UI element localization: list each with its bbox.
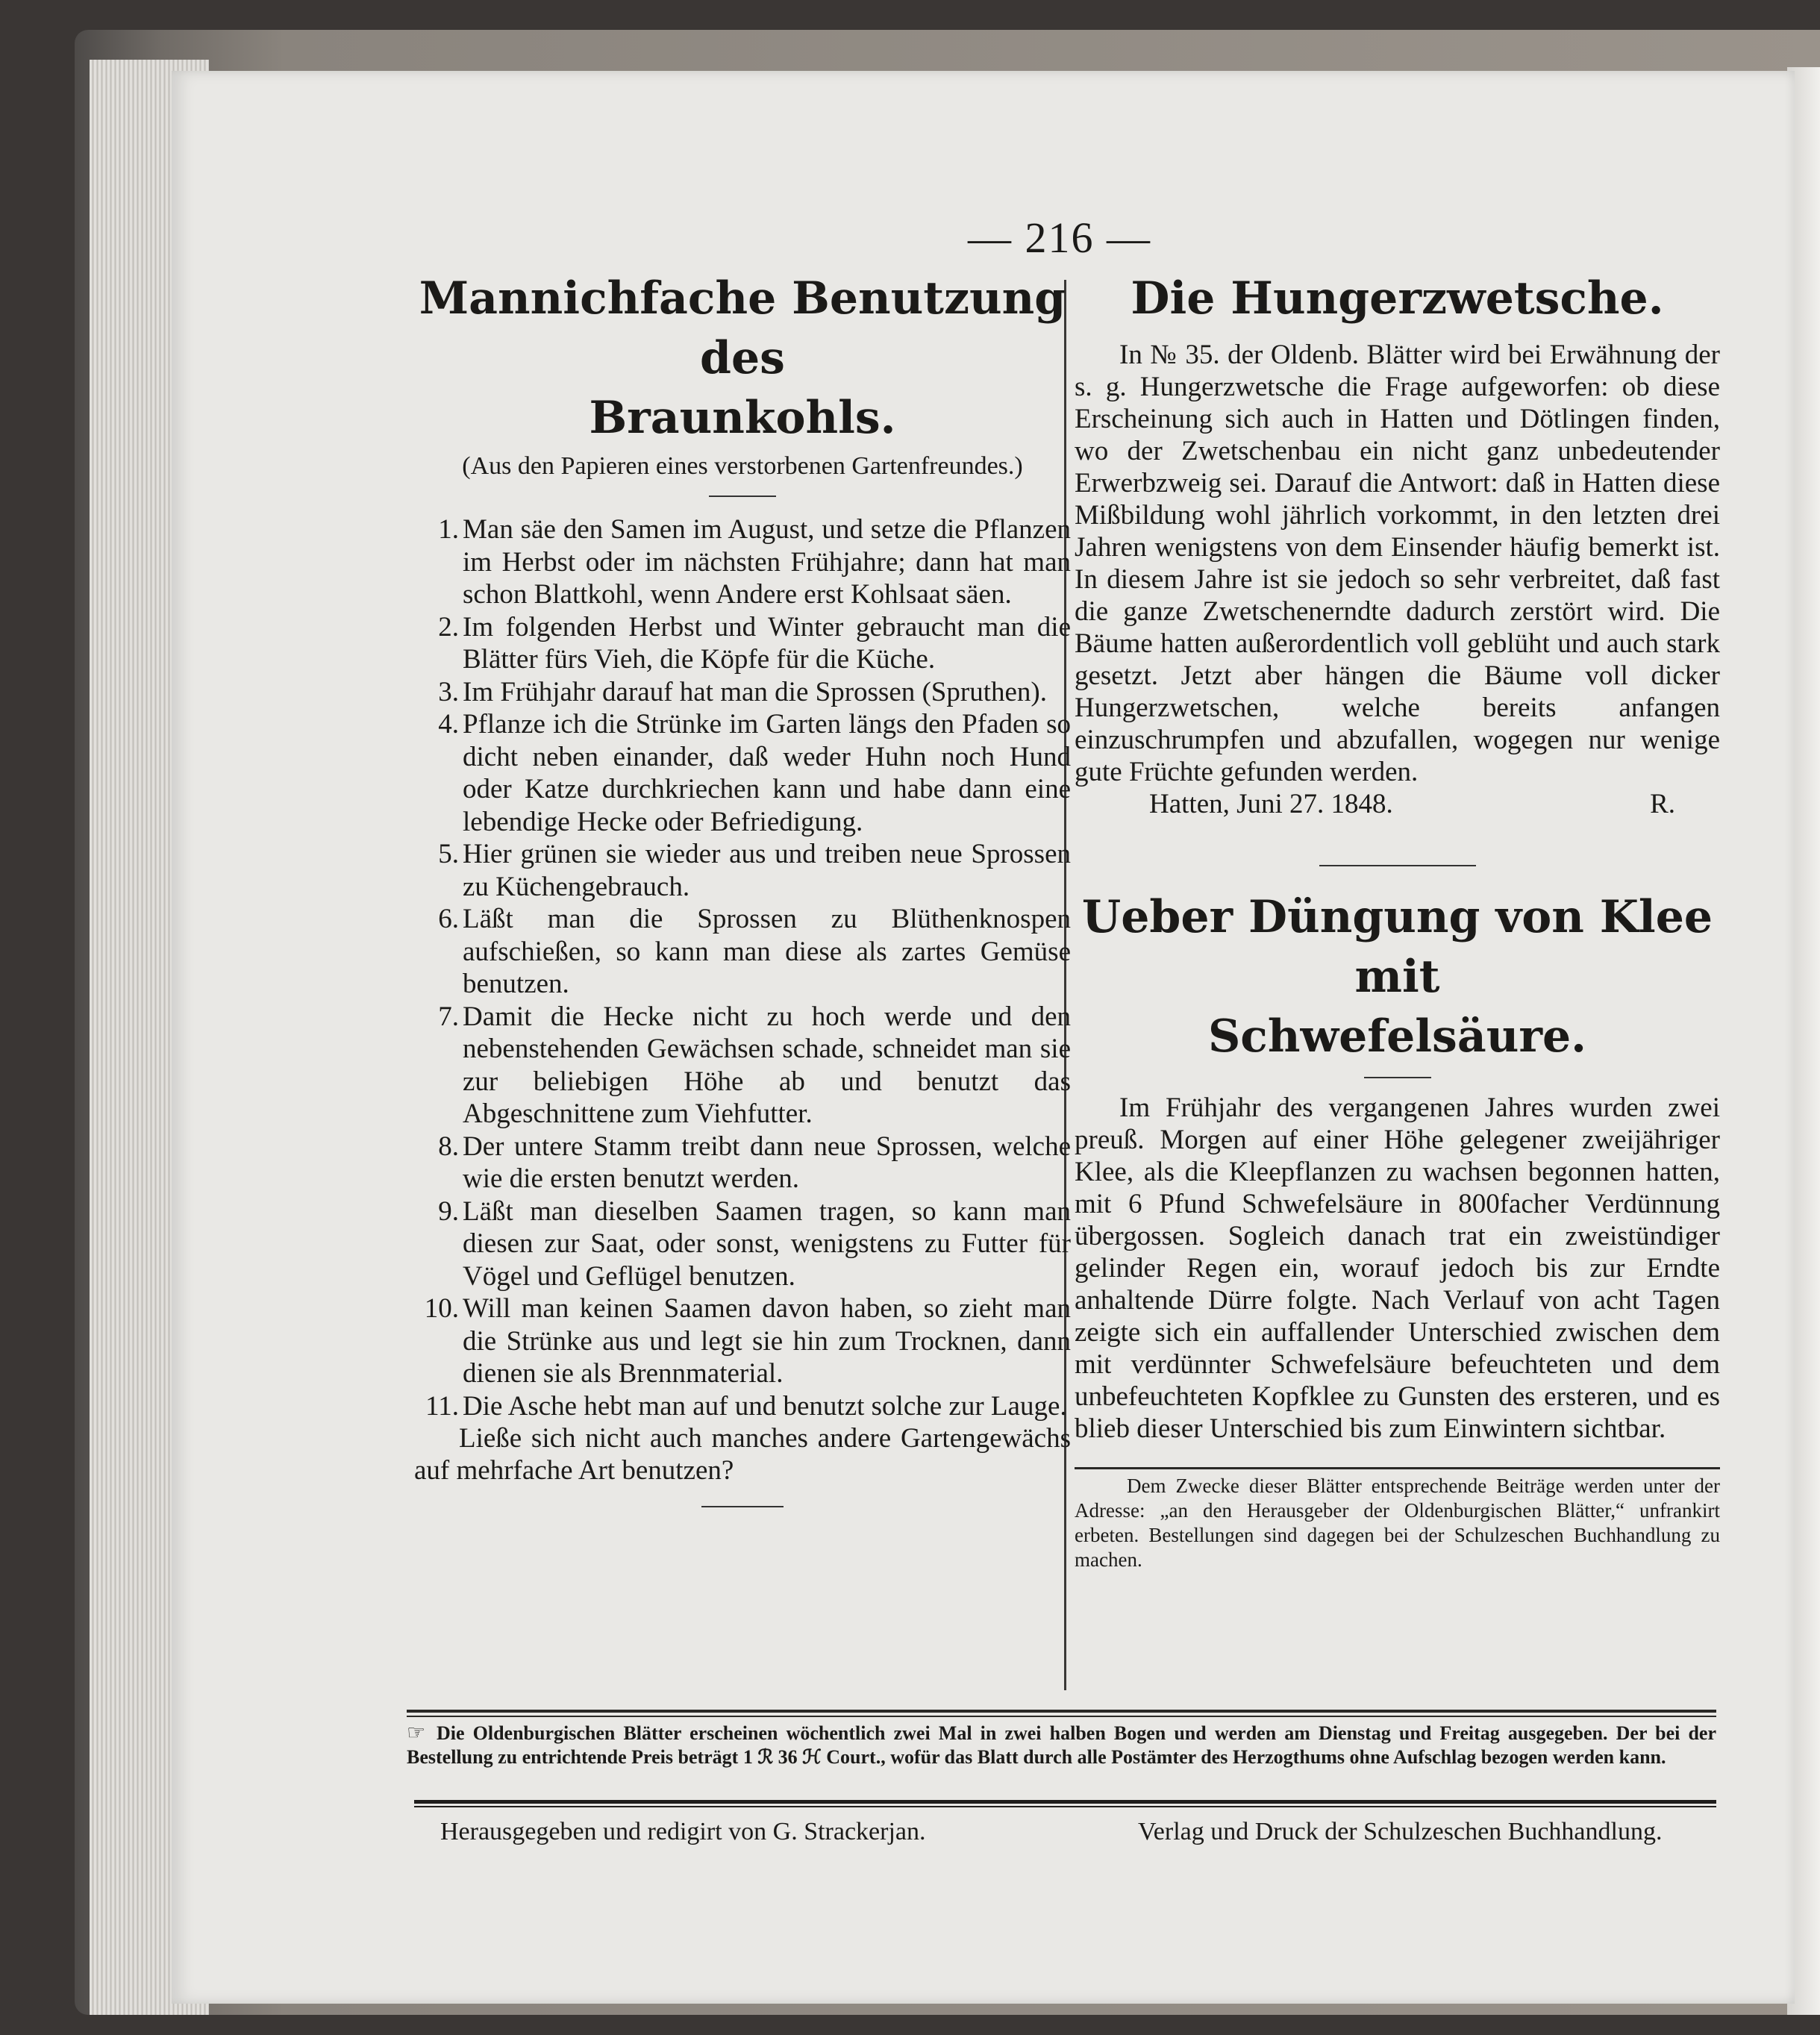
list-item-number: 8. [438, 1131, 459, 1162]
editorial-notice [1075, 1467, 1720, 1572]
imprint-rule-thick [414, 1800, 1716, 1804]
list-item-number: 5. [438, 839, 459, 869]
subscription-notice [407, 1722, 1716, 1769]
list-item-text: Im Frühjahr darauf hat man die Sprossen (Spruthen). [463, 676, 1047, 707]
article-title: Die Hungerzwetsche. [1131, 272, 1664, 325]
footer-rule-thin [407, 1716, 1716, 1717]
article-separator [1319, 865, 1476, 866]
list-item [414, 1195, 1071, 1293]
list-item-text: Will man keinen Saamen davon haben, so zieht man die Strünke aus und legt sie hin zum Trocknen, dann dienen sie als Brennmaterial. [463, 1293, 1071, 1389]
footer-rule-thick [407, 1710, 1716, 1713]
list-item-number: 2. [438, 611, 459, 643]
imprint-rule-thin [414, 1806, 1716, 1807]
list-item [414, 708, 1071, 838]
publisher-imprint: Verlag und Druck der Schulzeschen Buchhandlung. [1138, 1818, 1663, 1845]
numbered-list [414, 513, 1071, 1422]
list-item [414, 1390, 1071, 1423]
list-item-text: Man säe den Samen im August, und setze die Pflanzen im Herbst oder im nächsten Frühjahre; dann hat man schon Blattkohl, wenn Andere erst Kohlsaat säen. [463, 514, 1071, 610]
list-item-text: Damit die Hecke nicht zu hoch werde und den nebenstehenden Gewächsen schade, schneidet man sie zur beliebigen Höhe ab und benutzt das Abgeschnittene zum Viehfutter. [463, 1001, 1071, 1129]
list-item-number: 9. [438, 1195, 459, 1227]
list-item-number: 1. [438, 514, 459, 545]
list-item-text: Läßt man dieselben Saamen tragen, so kann man diesen zur Saat, oder sonst, wenigstens zu Futter für Vögel und Geflügel benutzen. [463, 1195, 1071, 1292]
pointing-hand-icon: ☞ [407, 1722, 426, 1745]
list-item [414, 1292, 1071, 1390]
list-item [414, 513, 1071, 611]
place-date: Hatten, Juni 27. 1848. [1149, 789, 1393, 819]
list-item [414, 611, 1071, 676]
editor-imprint: Herausgegeben und redigirt von G. Strackerjan. [440, 1818, 926, 1845]
subscription-notice-text: Die Oldenburgischen Blätter erscheinen wöchentlich zwei Mal in zwei halben Bogen und werden am Dienstag und Freitag ausgegeben. Der bei der Bestellung zu entrichtende Preis beträgt 1 ℛ 36 ℋ Court., wofür das Blatt durch alle Postämter des Herzogthums ohne Aufschlag bezogen werden kann. [407, 1722, 1716, 1768]
list-item [414, 838, 1071, 903]
separator-rule [709, 496, 776, 497]
list-item-number: 10. [424, 1293, 459, 1324]
closing-paragraph: Ließe sich nicht auch manches andere Gartengewächs auf mehrfache Art benutzen? [414, 1423, 1071, 1486]
end-rule [701, 1506, 784, 1507]
list-item-number: 4. [438, 709, 459, 740]
list-item [414, 1131, 1071, 1195]
list-item [414, 676, 1071, 709]
list-item-number: 11. [425, 1390, 459, 1422]
list-item-number: 6. [438, 904, 459, 934]
dateline [1075, 788, 1720, 820]
author-initial: R. [1650, 789, 1675, 819]
right-column [1075, 269, 1720, 1572]
notice-text: Dem Zwecke dieser Blätter entsprechende Beiträge werden unter der Adresse: „an den Herausgeber der Oldenburgischen Blätter,“ unfrankirt erbeten. Bestellungen sind dagegen bei der Schulzeschen Buchhandlung zu machen. [1075, 1475, 1720, 1571]
list-item-text: Läßt man die Sprossen zu Blüthenknospen aufschießen, so kann man diese als zartes Gemüse benutzen. [463, 904, 1071, 999]
list-item-number: 7. [438, 1001, 459, 1032]
list-item-text: Im folgenden Herbst und Winter gebraucht man die Blätter fürs Vieh, die Köpfe für die Küche. [463, 611, 1071, 675]
list-item-text: Die Asche hebt man auf und benutzt solche zur Lauge. [463, 1390, 1067, 1422]
list-item-text: Hier grünen sie wieder aus und treiben neue Sprossen zu Küchengebrauch. [463, 839, 1071, 902]
list-item-text: Pflanze ich die Strünke im Garten längs den Pfaden so dicht neben einander, daß weder Huhn noch Hund oder Katze durchkriechen kann und habe dann eine lebendige Hecke oder Befriedigung. [463, 709, 1071, 837]
article-title-line1: Ueber Düngung von Klee mit [1081, 891, 1713, 1003]
left-column [414, 269, 1071, 1524]
article-title-line1: Mannichfache Benutzung des [419, 272, 1066, 384]
list-item-number: 3. [438, 676, 459, 707]
article-title-line2: Schwefelsäure. [1207, 1010, 1587, 1063]
article-body: Im Frühjahr des vergangenen Jahres wurden zwei preuß. Morgen auf einer Höhe gelegener zweijähriger Klee, als die Kleepflanzen zu wachsen begonnen hatten, mit 6 Pfund Schwefelsäure in 800facher Verdünnung übergossen. Sogleich danach trat ein zweistündiger gelinder Regen ein, worauf jedoch bis zur Erndte anhaltende Dürre folgte. Nach Verlauf von acht Tagen zeigte sich ein auffallender Unterschied zwischen dem mit verdünnter Schwefelsäure befeuchteten und dem unbefeuchteten Kopfklee zu Gunsten des ersteren, und es blieb dieser Unterschied bis zum Einwintern sichtbar. [1075, 1092, 1720, 1444]
article-body: In № 35. der Oldenb. Blätter wird bei Erwähnung der s. g. Hungerzwetsche die Frage aufgeworfen: ob diese Erscheinung sich auch in Hatten und Dötlingen finden, wo der Zwetschenbau ein nicht ganz unbedeutender Erwerbzweig sei. Darauf die Antwort: daß in Hatten diese Mißbildung wohl jährlich vorkommt, in den letzten drei Jahren wenigstens von dem Einsender häufig bemerkt ist. In diesem Jahre ist sie jedoch so sehr verbreitet, daß fast die ganze Zwetschenerndte dadurch zerstört wird. Die Bäume hatten außerordentlich voll geblüht und auch stark gesetzt. Jetzt aber hängen die Bäume voll dicker Hungerzwetschen, welche bereits anfangen einzuschrumpfen und abzufallen, wogegen nur wenige gute Früchte gefunden werden. [1075, 340, 1720, 787]
article-title-line2: Braunkohls. [589, 392, 896, 444]
page-number: — 216 — [968, 213, 1151, 262]
article-subtitle: (Aus den Papieren eines verstorbenen Gartenfreundes.) [462, 452, 1023, 480]
list-item-text: Der untere Stamm treibt dann neue Sprossen, welche wie die ersten benutzt werden. [463, 1131, 1071, 1194]
list-item [414, 1001, 1071, 1131]
separator-rule [1364, 1077, 1431, 1078]
list-item [414, 903, 1071, 1001]
